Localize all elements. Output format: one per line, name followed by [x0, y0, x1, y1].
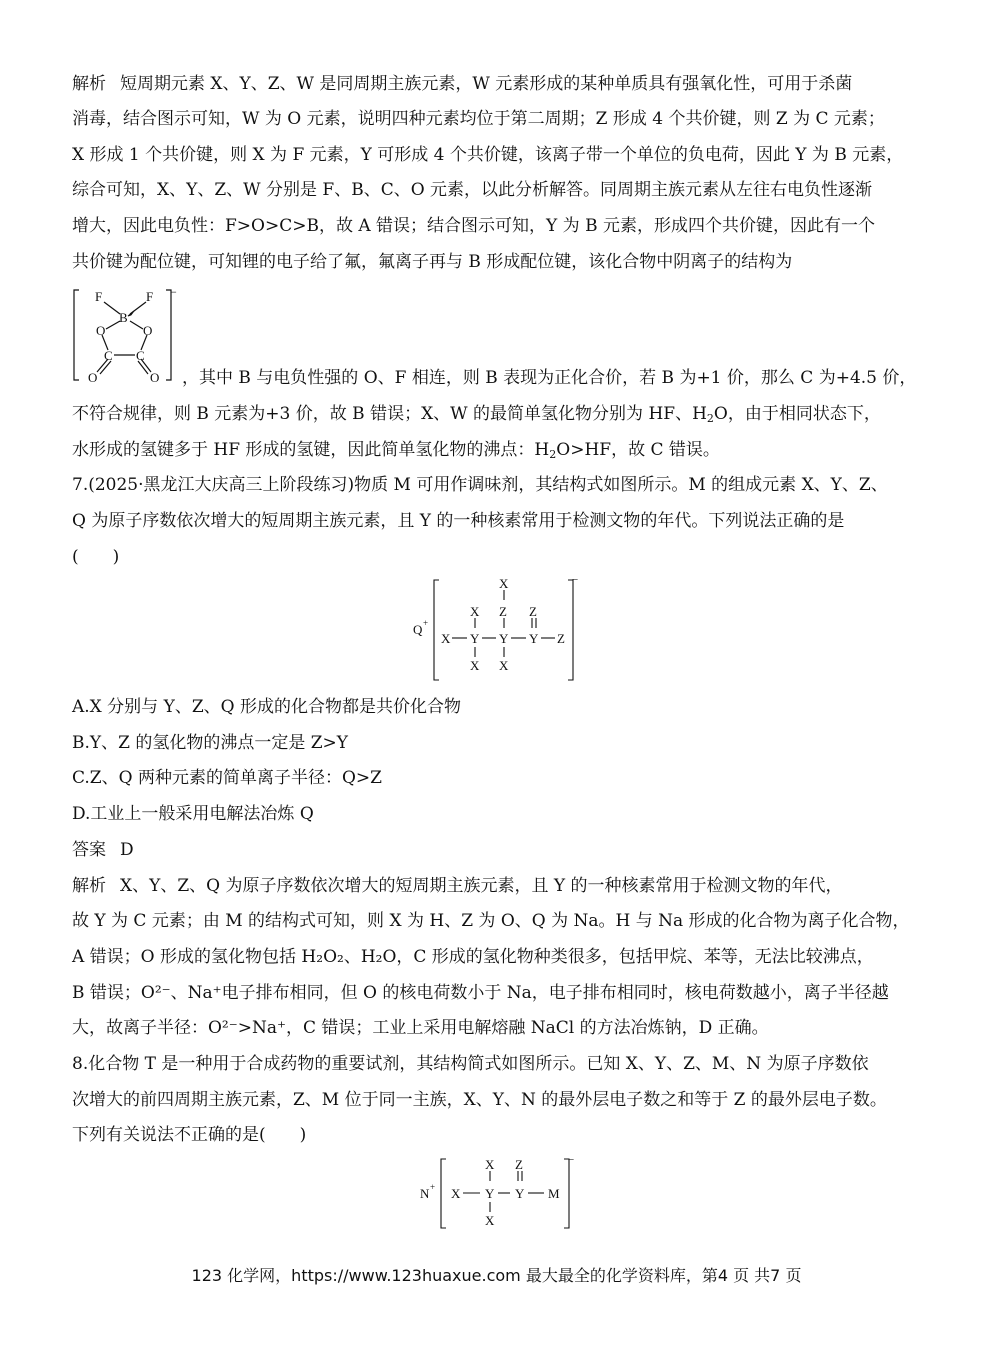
q7-option-a: A.X 分别与 Y、Z、Q 形成的化合物都是共价化合物 [72, 697, 461, 717]
fig1-atom-o-left: O [96, 323, 106, 338]
svg-text:X: X [470, 658, 480, 673]
analysis-line-2: 消毒，结合图示可知，W 为 O 元素，说明四种元素均位于第二周期；Z 形成 4 个共价键，则 Z 为 C 元素； [72, 109, 885, 129]
q7-option-b: B.Y、Z 的氢化物的沸点一定是 Z>Y [72, 733, 349, 753]
fig3-cation-charge: + [430, 1182, 436, 1192]
svg-text:Z: Z [529, 604, 537, 619]
svg-text:Y: Y [470, 631, 480, 646]
svg-text:X: X [451, 1186, 461, 1201]
analysis-line-4: 综合可知，X、Y、Z、W 分别是 F、B、C、O 元素，以此分析解答。同周期主族元素从左往右电负性逐渐 [72, 180, 873, 200]
q8-stem-line-1: 8.化合物 T 是一种用于合成药物的重要试剂，其结构简式如图所示。已知 X、Y、Z、M、N 为原子序数依 [72, 1054, 869, 1074]
q8-stem-line-3: 下列有关说法不正确的是( ) [72, 1125, 307, 1145]
fig2-cation-charge: + [423, 618, 429, 628]
svg-text:Y: Y [515, 1186, 525, 1201]
fig1-charge: − [170, 285, 177, 299]
fig1-atom-c-left: C [104, 348, 113, 363]
q7-analysis-line-2: 故 Y 为 C 元素；由 M 的结构式可知，则 X 为 H、Z 为 O、Q 为 Na。H 与 Na 形成的化合物为离子化合物， [72, 911, 910, 931]
analysis-label: 解析 [72, 74, 106, 94]
q7-stem-line-3: ( ) [72, 547, 120, 567]
fig2-charge: − [572, 574, 579, 586]
anion-structure-figure [70, 284, 180, 386]
q7-analysis-line-1: 解析 X、Y、Z、Q 为原子序数依次增大的短周期主族元素，且 Y 的一种核素常用于检测文物的年代， [72, 876, 843, 896]
fig2-cation: Q [413, 622, 423, 637]
q7-analysis-line-4: B 错误；O²⁻、Na⁺电子排布相同，但 O 的核电荷数小于 Na，电子排布相同时，核电荷数越小，离子半径越 [72, 983, 889, 1003]
svg-text:X: X [485, 1213, 495, 1228]
svg-text:Z: Z [515, 1157, 523, 1172]
analysis-line-6: 共价键为配位键，可知锂的电子给了氟，氟离子再与 B 形成配位键，该化合物中阴离子的结构为 [72, 252, 793, 272]
fig1-atom-o-bottom-right: O [150, 370, 160, 385]
svg-text:Y: Y [485, 1186, 495, 1201]
fig1-atom-f-right: F [146, 289, 154, 304]
q7-stem-line-2: Q 为原子序数依次增大的短周期主族元素，且 Y 的一种核素常用于检测文物的年代。下列说法正确的是 [72, 511, 845, 531]
q7-structure-figure [410, 574, 590, 686]
q8-structure-figure [418, 1154, 580, 1232]
svg-text:Y: Y [499, 631, 509, 646]
q7-option-c: C.Z、Q 两种元素的简单离子半径：Q>Z [72, 768, 382, 788]
analysis-line-1: 解析 短周期元素 X、Y、Z、W 是同周期主族元素，W 元素形成的某种单质具有强氧化性，可用于杀菌 [72, 74, 853, 94]
q7-option-d: D.工业上一般采用电解法冶炼 Q [72, 804, 314, 824]
page-footer: 123 化学网，https://www.123huaxue.com 最大最全的化学资料库，第4 页 共7 页 [191, 1266, 802, 1285]
q7-answer: 答案 D [72, 840, 134, 860]
svg-text:Z: Z [557, 631, 565, 646]
analysis-line-9: 水形成的氢键多于 HF 形成的氢键，因此简单氢化物的沸点：$H_2O>HF$，故 C 错误。 [72, 440, 720, 461]
q7-analysis-line-3: A 错误；O 形成的氢化物包括 H₂O₂、H₂O，C 形成的氢化物种类很多，包括甲烷、苯等，无法比较沸点， [72, 947, 874, 967]
fig3-charge: − [568, 1154, 575, 1166]
svg-text:M: M [548, 1186, 560, 1201]
fig3-cation: N [420, 1186, 430, 1201]
svg-text:Y: Y [529, 631, 539, 646]
fig1-atom-o-bottom-left: O [88, 370, 98, 385]
analysis-line-5: 增大，因此电负性：F>O>C>B，故 A 错误；结合图示可知，Y 为 B 元素，形成四个共价键，因此有一个 [72, 216, 875, 236]
svg-text:X: X [499, 576, 509, 591]
svg-text:X: X [499, 658, 509, 673]
q7-analysis-line-5: 大，故离子半径：O²⁻>Na⁺，C 错误；工业上采用电解熔融 NaCl 的方法冶炼钠，D 正确。 [72, 1018, 769, 1038]
fig1-atom-c-right: C [136, 348, 145, 363]
fig1-atom-b: B [119, 310, 128, 325]
analysis-line-3: X 形成 1 个共价键，则 X 为 F 元素，Y 可形成 4 个共价键，该离子带一个单位的负电荷，因此 Y 为 B 元素， [72, 145, 904, 165]
analysis-line-8: 不符合规律，则 B 元素为+3 价，故 B 错误；X、W 的最简单氢化物分别为 HF、$H_2O$，由于相同状态下， [72, 404, 881, 425]
q8-stem-line-2: 次增大的前四周期主族元素，Z、M 位于同一主族，X、Y、N 的最外层电子数之和等于 Z 的最外层电子数。 [72, 1090, 887, 1110]
fig1-atom-o-right: O [143, 323, 153, 338]
analysis-line-7: ，其中 B 与电负性强的 O、F 相连，则 B 表现为正化合价，若 B 为+1 价，那么 C 为+4.5 价， [182, 368, 917, 388]
q7-stem-line-1: 7.(2025·黑龙江大庆高三上阶段练习)物质 M 可用作调味剂，其结构式如图所示。M 的组成元素 X、Y、Z、 [72, 475, 888, 495]
svg-text:X: X [470, 604, 480, 619]
svg-text:X: X [441, 631, 451, 646]
fig1-atom-f-left: F [95, 289, 103, 304]
svg-text:X: X [485, 1157, 495, 1172]
svg-text:Z: Z [499, 604, 507, 619]
